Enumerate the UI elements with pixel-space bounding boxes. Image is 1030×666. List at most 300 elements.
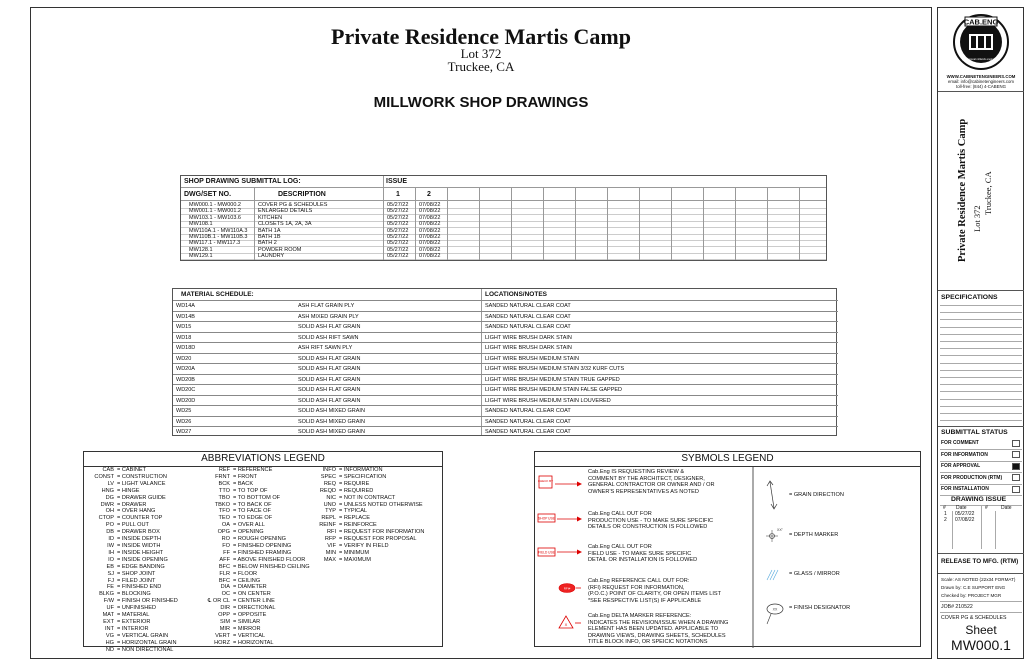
abbreviation-key: REQD (319, 487, 336, 494)
material-notes-cell: SANDED NATURAL CLEAR COAT (485, 313, 571, 320)
material-notes-cell: LIGHT WIRE BRUSH MEDIUM STAIN (485, 355, 579, 362)
abbreviation-value: = DRAWER (117, 501, 147, 508)
abbreviation-value: = HORIZONTAL (233, 639, 274, 646)
material-notes-cell: LIGHT WIRE BRUSH DARK STAIN (485, 345, 572, 351)
abbreviation-entry (86, 557, 178, 564)
description-cell: LAUNDRY (258, 253, 285, 260)
description-cell: POWDER ROOM (258, 246, 302, 253)
material-row (173, 311, 838, 322)
abbreviation-entry (86, 612, 178, 619)
abbreviation-entry (86, 571, 178, 578)
abbreviation-entry (312, 557, 424, 564)
abbreviation-key: EXT (103, 618, 114, 625)
abbreviation-value: = REQUIRED (339, 487, 374, 494)
status-label: FOR COMMENT (941, 440, 979, 446)
abbreviation-value: = OPENING (233, 529, 264, 536)
symbol-description-line: INDICATES THE REVISION/ISSUE WHEN A DRAWING (588, 619, 729, 626)
abbreviation-value: = UNFINISHED (117, 605, 157, 612)
release-to-mfg-label: RELEASE TO MFG. (RTM) (941, 558, 1019, 565)
material-row (173, 321, 838, 332)
symbol-description-line: Cab.Eng DELTA MARKER REFERENCE: (588, 613, 692, 619)
abbreviation-entry (312, 550, 424, 557)
abbreviation-key: DG (105, 494, 114, 501)
abbreviation-value: = VERTICAL (233, 632, 266, 639)
abbreviation-entry (86, 543, 178, 550)
abbreviation-key: F/W (103, 598, 114, 605)
abbreviation-entry (312, 488, 424, 495)
issue-date-header-2: Date (1001, 505, 1012, 511)
abbreviation-entry (86, 529, 178, 536)
abbreviation-key: TYP (325, 508, 336, 515)
issue-2-date-cell: 07/08/22 (419, 227, 441, 234)
abbreviation-value: = VERTICAL GRAIN (117, 632, 169, 639)
abbreviations-title: ABBREVIATIONS LEGEND (84, 452, 442, 467)
abbreviation-key: FO (222, 542, 230, 549)
abbreviation-value: = MAXIMUM (339, 556, 371, 563)
issue-1-date-cell: 05/27/22 (387, 227, 409, 234)
company-phone: toll-free: (844) 4-CABENG (956, 84, 1006, 89)
abbreviation-value: = TO EDGE OF (233, 515, 273, 522)
material-row (173, 426, 838, 437)
dwg-cell: MW110A.1 - MW110A.3 (189, 227, 248, 234)
abbreviation-key: BCK (218, 480, 230, 487)
abbreviation-key: DIA (220, 584, 230, 591)
abbreviation-value: = OPPOSITE (233, 612, 267, 619)
abbreviation-value: = FINISHED END (117, 584, 162, 591)
issue-1-date-cell: 05/27/22 (387, 221, 409, 228)
abbreviation-entry (202, 488, 310, 495)
status-label: FOR APPROVAL (941, 463, 981, 469)
material-row (173, 300, 838, 311)
abbreviation-value: = TO BACK OF (233, 501, 272, 508)
abbreviation-entry (86, 633, 178, 640)
abbreviation-entry (312, 467, 424, 474)
specifications-label: SPECIFICATIONS (941, 294, 998, 301)
symbol-description-line: Cab.Eng CALL OUT FOR (588, 544, 652, 550)
symbol-description-line: DETAIL OR INSTALLATION IS FOLLOWED (588, 557, 698, 564)
issue-1-date-cell: 05/27/22 (387, 253, 409, 260)
submittal-log-table (180, 175, 827, 261)
abbreviation-value: = BACK (233, 480, 254, 487)
abbreviation-entry (202, 640, 310, 647)
field-use-stamp-icon (538, 548, 582, 556)
material-cell: SOLID ASH MIXED GRAIN (298, 418, 365, 425)
shop-use-description (588, 511, 713, 531)
material-row (173, 416, 838, 427)
abbreviation-key: REQ (323, 480, 336, 487)
dwg-cell: MW110B.1 - MW110B.3 (189, 234, 248, 240)
material-cell: SOLID ASH FLAT GRAIN (298, 376, 361, 383)
material-notes-cell: LIGHT WIRE BRUSH DARK STAIN (485, 334, 572, 341)
abbreviation-value: = DRAWER BOX (117, 529, 160, 536)
abbreviations-legend (83, 451, 443, 653)
issue-2-date-cell: 07/08/22 (419, 253, 441, 260)
shop-use-stamp-icon (538, 514, 582, 522)
abbreviation-entry (86, 536, 178, 543)
abbreviation-key: IO (108, 556, 114, 563)
abbreviation-entry (202, 529, 310, 536)
abbreviation-entry (86, 626, 178, 633)
material-notes-cell: SANDED NATURAL CLEAR COAT (485, 408, 571, 414)
material-code-cell: WD20B (176, 376, 195, 383)
abbreviation-entry (86, 578, 178, 585)
abbreviation-key: EB (106, 563, 114, 570)
sheet-label: Sheet (965, 623, 997, 637)
abbreviation-entry (86, 474, 178, 481)
dwg-cell: MW128.1 (189, 246, 213, 253)
sheet-description: COVER PG & SCHEDULES (941, 615, 1007, 621)
issue-1-date-cell: 05/27/22 (387, 246, 409, 253)
issue-1-date-cell: 05/27/22 (387, 208, 409, 215)
abbreviation-key: BFC (218, 563, 230, 570)
abbreviation-key: MAX (323, 556, 336, 563)
sheet-number: MW000.1 (951, 637, 1011, 653)
glass-mirror-label: = GLASS / MIRROR (789, 571, 840, 577)
abbreviation-key: INFO (322, 467, 336, 473)
abbreviation-key: TFO (218, 508, 230, 515)
issue-2-date-cell: 07/08/22 (419, 240, 441, 247)
symbol-description-line: *SEE RESPECTIVE LIST(S) IF APPLICABLE (588, 597, 702, 604)
issue-2-date-cell: 07/08/22 (419, 246, 441, 253)
abbreviation-key: MIN (325, 549, 336, 556)
abbreviation-value: = FILED JOINT (117, 577, 156, 584)
status-checkbox[interactable] (1012, 440, 1020, 447)
symbol-description-line: DETAILS OR CONSTRUCTION IS FOLLOWED (588, 524, 708, 531)
issue-1-header: 1 (396, 191, 400, 198)
symbol-description-line: (P.O.C.) POINT OF CLARITY, OR OPEN ITEMS LIST (588, 591, 722, 598)
abbreviation-value: = COUNTER TOP (117, 515, 163, 522)
abbreviation-value: = NON DIRECTIONAL (117, 646, 174, 653)
depth-marker-label: XX" (777, 528, 783, 532)
abbreviation-key: OH (105, 508, 114, 515)
abbreviation-value: = ROUGH OPENING (233, 536, 286, 543)
material-cell: ASH RIFT SAWN PLY (298, 345, 353, 351)
abbreviation-key: VIF (327, 542, 336, 549)
project-city: Truckee, CA (447, 59, 515, 74)
issue-number-header: # (943, 505, 946, 511)
company-logo-icon (947, 12, 1015, 72)
description-column-header: DESCRIPTION (278, 191, 326, 198)
abbreviation-value: = CEILING (233, 577, 261, 584)
abbreviation-key: UNO (323, 501, 336, 508)
abbreviation-key: FJ (107, 577, 114, 584)
abbreviation-value: = ABOVE FINISHED FLOOR (233, 556, 306, 563)
abbreviation-entry (312, 515, 424, 522)
symbol-description-line: Cab.Eng REFERENCE CALL OUT FOR: (588, 578, 690, 584)
vertical-project-city: Truckee, CA (983, 171, 993, 215)
issue-2-header: 2 (427, 191, 431, 198)
status-label: FOR INFORMATION (941, 451, 988, 458)
material-code-cell: WD27 (176, 429, 192, 435)
abbreviation-value: = FINISHED OPENING (233, 542, 292, 549)
abbreviation-entry (202, 508, 310, 515)
abbreviation-value: = OVER HANG (117, 508, 156, 515)
abbreviation-key: TEO (218, 515, 230, 522)
abbreviation-key: HNG (101, 487, 114, 494)
abbreviation-entry (86, 564, 178, 571)
abbreviation-entry (202, 502, 310, 509)
abbreviation-entry (202, 605, 310, 612)
submittal-log-title: SHOP DRAWING SUBMITTAL LOG: (184, 178, 301, 185)
abbreviation-value: = HORIZONTAL GRAIN (117, 639, 177, 646)
abbreviation-entry (312, 543, 424, 550)
abbreviation-key: IH (108, 549, 114, 556)
symbol-description-line: PRODUCTION USE - TO MAKE SURE SPECIFIC (588, 517, 714, 524)
dwg-cell: MW108.1 (189, 221, 213, 228)
status-checkbox[interactable] (1012, 474, 1020, 481)
status-checkbox[interactable] (1012, 451, 1020, 458)
material-code-cell: WD14B (176, 313, 195, 320)
issue-1-date-cell: 05/27/22 (387, 202, 409, 208)
abbreviation-key: CONST (94, 473, 114, 480)
abbreviation-value: = CABINET (117, 467, 147, 473)
symbol-description-line: TITLE BLOCK INFO, OR SPEICIC NOTATIONS (588, 639, 708, 646)
abbreviation-entry (202, 495, 310, 502)
abbreviation-entry (312, 536, 424, 543)
finish-designator-label: XX (772, 607, 778, 612)
abbreviation-key: TBKO (214, 501, 230, 508)
issue-date: 05/27/22 (955, 511, 975, 517)
field-use-stamp-label: FIELD USE (538, 550, 555, 555)
field-use-description (588, 544, 697, 564)
material-notes-cell: LIGHT WIRE BRUSH MEDIUM STAIN 3/32 KURF CUTS (485, 366, 625, 372)
abbreviation-entry (312, 474, 424, 481)
dwg-cell: MW000.1 - MW000.2 (189, 202, 241, 208)
abbreviation-entry (202, 543, 310, 550)
material-row (173, 405, 838, 416)
drawn-by-text: Drawn by: C.E SUPPORT ENG (941, 585, 1006, 590)
abbreviation-value: = INSIDE WIDTH (117, 542, 161, 549)
issue-1-date-cell: 05/27/22 (387, 214, 409, 221)
status-label: FOR PRODUCTION (RTM) (941, 474, 1003, 481)
issue-date-header: Date (956, 505, 967, 511)
abbreviation-key: REINF (319, 522, 336, 529)
project-title: Private Residence Martis Camp (331, 24, 631, 49)
abbreviation-value: = FRONT (233, 473, 258, 480)
material-cell: SOLID ASH RIFT SAWN (298, 334, 359, 341)
material-notes-cell: LIGHT WIRE BRUSH MEDIUM STAIN FALSE GAPPED (485, 387, 623, 393)
job-number: JOB# 210522 (941, 604, 973, 610)
symbol-description-line: ELEMENT HAS BEEN UPDATED. APPLICABLE TO (588, 626, 719, 633)
abbreviation-value: = REFERENCE (233, 467, 273, 473)
scale-text: Scale: AS NOTED (22x34 FORMAT) (941, 577, 1016, 582)
abbreviation-key: SJ (107, 570, 114, 577)
material-code-cell: WD20 (176, 355, 192, 362)
abbreviation-key: ND (105, 646, 114, 653)
material-row (173, 395, 838, 406)
sheet-heading: MILLWORK SHOP DRAWINGS (373, 94, 589, 111)
status-label: FOR INSTALLATION (941, 486, 989, 492)
abbreviation-value: = DIAMETER (233, 584, 267, 591)
abbreviation-entry (312, 508, 424, 515)
status-checkbox[interactable] (1012, 486, 1020, 493)
abbreviation-key: FLR (219, 570, 230, 577)
abbreviation-value: = INSIDE DEPTH (117, 536, 161, 543)
material-row (173, 332, 838, 343)
abbreviation-key: CAB (102, 467, 114, 473)
material-cell: SOLID ASH FLAT GRAIN (298, 355, 361, 362)
abbreviation-value: = TO TOP OF (233, 487, 268, 494)
abbreviation-value: = INSIDE OPENING (117, 556, 168, 563)
abbreviation-key: AFF (219, 556, 230, 563)
abbreviation-value: = BELOW FINISHED CEILING (233, 563, 310, 570)
abbreviation-key: BLKG (99, 591, 114, 598)
abbreviation-key: IW (107, 542, 114, 549)
abbreviation-entry (312, 502, 424, 509)
abbreviation-key: DWR (100, 501, 114, 508)
issue-number-header-2: # (985, 505, 988, 511)
abbreviation-entry (202, 633, 310, 640)
abbreviation-value: = LIGHT VALANCE (117, 480, 166, 487)
abbreviation-entry (202, 578, 310, 585)
abbreviation-entry (202, 536, 310, 543)
review-stamp-label: CHECK BY (537, 479, 554, 483)
abbreviation-value: = FLOOR (233, 570, 258, 577)
abbreviation-key: VERT (215, 632, 230, 639)
abbreviation-key: PO (105, 522, 114, 529)
abbreviation-entry (202, 515, 310, 522)
abbreviation-key: DB (106, 529, 114, 536)
abbreviation-value: = MIRROR (233, 625, 261, 632)
material-row (173, 353, 838, 364)
issue-2-date-cell: 07/08/22 (419, 234, 441, 240)
abbreviation-value: = INSIDE HEIGHT (117, 549, 164, 556)
abbreviation-entry (202, 591, 310, 598)
grain-direction-icon (767, 481, 777, 509)
vertical-project-title: Private Residence Martis Camp (957, 118, 968, 262)
abbreviation-key: UF (106, 605, 114, 612)
abbreviation-entry (86, 584, 178, 591)
symbol-description-line: COMMENT BY THE ARCHITECT, DESIGNER, (588, 475, 705, 482)
issue-2-date-cell: 07/08/22 (419, 202, 441, 208)
abbreviation-key: DIR (220, 605, 230, 612)
material-notes-cell: SANDED NATURAL CLEAR COAT (485, 303, 571, 309)
symbol-description-line: GENERAL CONTRACTOR OR OWNER AND / OR (588, 482, 715, 489)
abbreviation-key: CTOP (98, 515, 114, 522)
symbol-description-line: FIELD USE - TO MAKE SURE SPECIFIC (588, 550, 692, 557)
abbreviation-entry (202, 557, 310, 564)
abbreviation-value: = CONSTRUCTION (117, 473, 167, 480)
material-code-cell: WD14A (176, 303, 195, 309)
material-cell: SOLID ASH MIXED GRAIN (298, 408, 365, 414)
abbreviation-value: = EDGE BANDING (117, 563, 165, 570)
abbreviation-value: = REQUEST FOR INFORMATION (339, 529, 425, 536)
rfi-description (588, 578, 721, 604)
finish-designator-icon (767, 604, 783, 624)
depth-marker-text: = DEPTH MARKER (789, 532, 839, 538)
status-checkbox[interactable] (1012, 463, 1020, 470)
material-row (173, 363, 838, 374)
checked-by-text: Checked by: PROJECT MGR (941, 593, 1002, 598)
material-cell: SOLID ASH FLAT GRAIN (298, 397, 361, 404)
abbreviations-column-2 (202, 467, 310, 647)
material-code-cell: WD20D (176, 397, 196, 404)
abbreviation-entry (312, 495, 424, 502)
abbreviation-entry (202, 550, 310, 557)
logo-ring-text: professional millwork engineering (961, 58, 1001, 61)
dwg-cell: MW129.1 (189, 253, 213, 260)
abbreviation-value: = SPECIFICATION (339, 473, 387, 480)
depth-marker-icon (766, 528, 784, 542)
material-notes-cell: SANDED NATURAL CLEAR COAT (485, 418, 571, 425)
material-cell: ASH MIXED GRAIN PLY (298, 313, 359, 320)
dwg-cell: MW103.1 - MW103.6 (189, 214, 241, 221)
issue-date: 07/08/22 (955, 517, 975, 523)
abbreviation-key: REPL (321, 515, 336, 522)
abbreviation-key: OA (221, 522, 230, 529)
abbreviation-value: = DIRECTIONAL (233, 605, 276, 612)
abbreviation-key: SPEC (320, 473, 336, 480)
abbreviation-value: = ON CENTER (233, 591, 271, 598)
issue-number: 1 (944, 511, 947, 517)
abbreviation-value: = REQUIRE (339, 480, 370, 487)
abbreviation-key: HG (105, 639, 114, 646)
delta-description (588, 613, 728, 646)
abbreviation-value: = CENTER LINE (233, 598, 275, 605)
abbreviations-column-3 (312, 467, 424, 564)
abbreviation-entry (86, 647, 178, 654)
abbreviation-key: LV (107, 480, 114, 487)
abbreviation-value: = REPLACE (339, 515, 370, 522)
abbreviation-entry (86, 495, 178, 502)
issue-2-date-cell: 07/08/22 (419, 221, 441, 228)
symbol-description-line: (RFI) REQUEST FOR INFORMATION, (588, 584, 685, 591)
review-stamp-icon (538, 476, 582, 488)
abbreviation-value: = BLOCKING (117, 591, 151, 598)
abbreviation-value: = MINIMUM (339, 549, 369, 556)
abbreviation-entry (202, 564, 310, 571)
rfi-reference-label: RFI# (563, 586, 571, 591)
description-cell: CLOSETS 1A, 2A, 3A (258, 221, 312, 228)
abbreviation-key: OPP (218, 612, 230, 619)
abbreviation-key: FRNT (215, 473, 230, 480)
abbreviation-key: FF (223, 549, 230, 556)
abbreviation-value: = OVER ALL (233, 522, 265, 529)
abbreviation-entry (202, 481, 310, 488)
abbreviation-entry (86, 598, 178, 605)
abbreviation-entry (202, 522, 310, 529)
abbreviation-key: INT (104, 625, 114, 632)
grain-direction-label: = GRAIN DIRECTION (789, 492, 844, 498)
material-code-cell: WD26 (176, 418, 192, 425)
company-logo-text: CAB.ENG (963, 17, 999, 27)
symbol-description-line: Cab.Eng IS REQUESTING REVIEW & (588, 469, 685, 475)
symbol-description-line: OWNER'S REPRESENTATIVES AS NOTED (588, 488, 699, 495)
material-cell: SOLID ASH FLAT GRAIN (298, 366, 361, 372)
symbols-legend (534, 451, 921, 647)
abbreviation-entry (202, 612, 310, 619)
material-code-cell: WD15 (176, 324, 192, 330)
material-code-cell: WD18D (176, 345, 196, 351)
abbreviation-entry (86, 550, 178, 557)
abbreviation-entry (86, 591, 178, 598)
delta-marker-icon (559, 616, 581, 628)
rfi-reference-icon (559, 584, 581, 593)
description-cell: KITCHEN (258, 214, 283, 221)
material-code-cell: WD18 (176, 334, 192, 341)
abbreviation-entry (86, 515, 178, 522)
material-schedule-table (172, 288, 837, 436)
symbol-description-line: DRAWING VIEWS, DRAWING SHEETS, SCHEDULES (588, 632, 726, 639)
abbreviation-entry (202, 571, 310, 578)
abbreviation-key: NIC (326, 494, 336, 501)
abbreviation-entry (202, 626, 310, 633)
abbreviation-entry (202, 619, 310, 626)
material-row (173, 374, 838, 385)
company-email: email: info@cabinetengineers.com (948, 79, 1014, 84)
abbreviation-entry (86, 488, 178, 495)
abbreviation-key: BFC (218, 577, 230, 584)
